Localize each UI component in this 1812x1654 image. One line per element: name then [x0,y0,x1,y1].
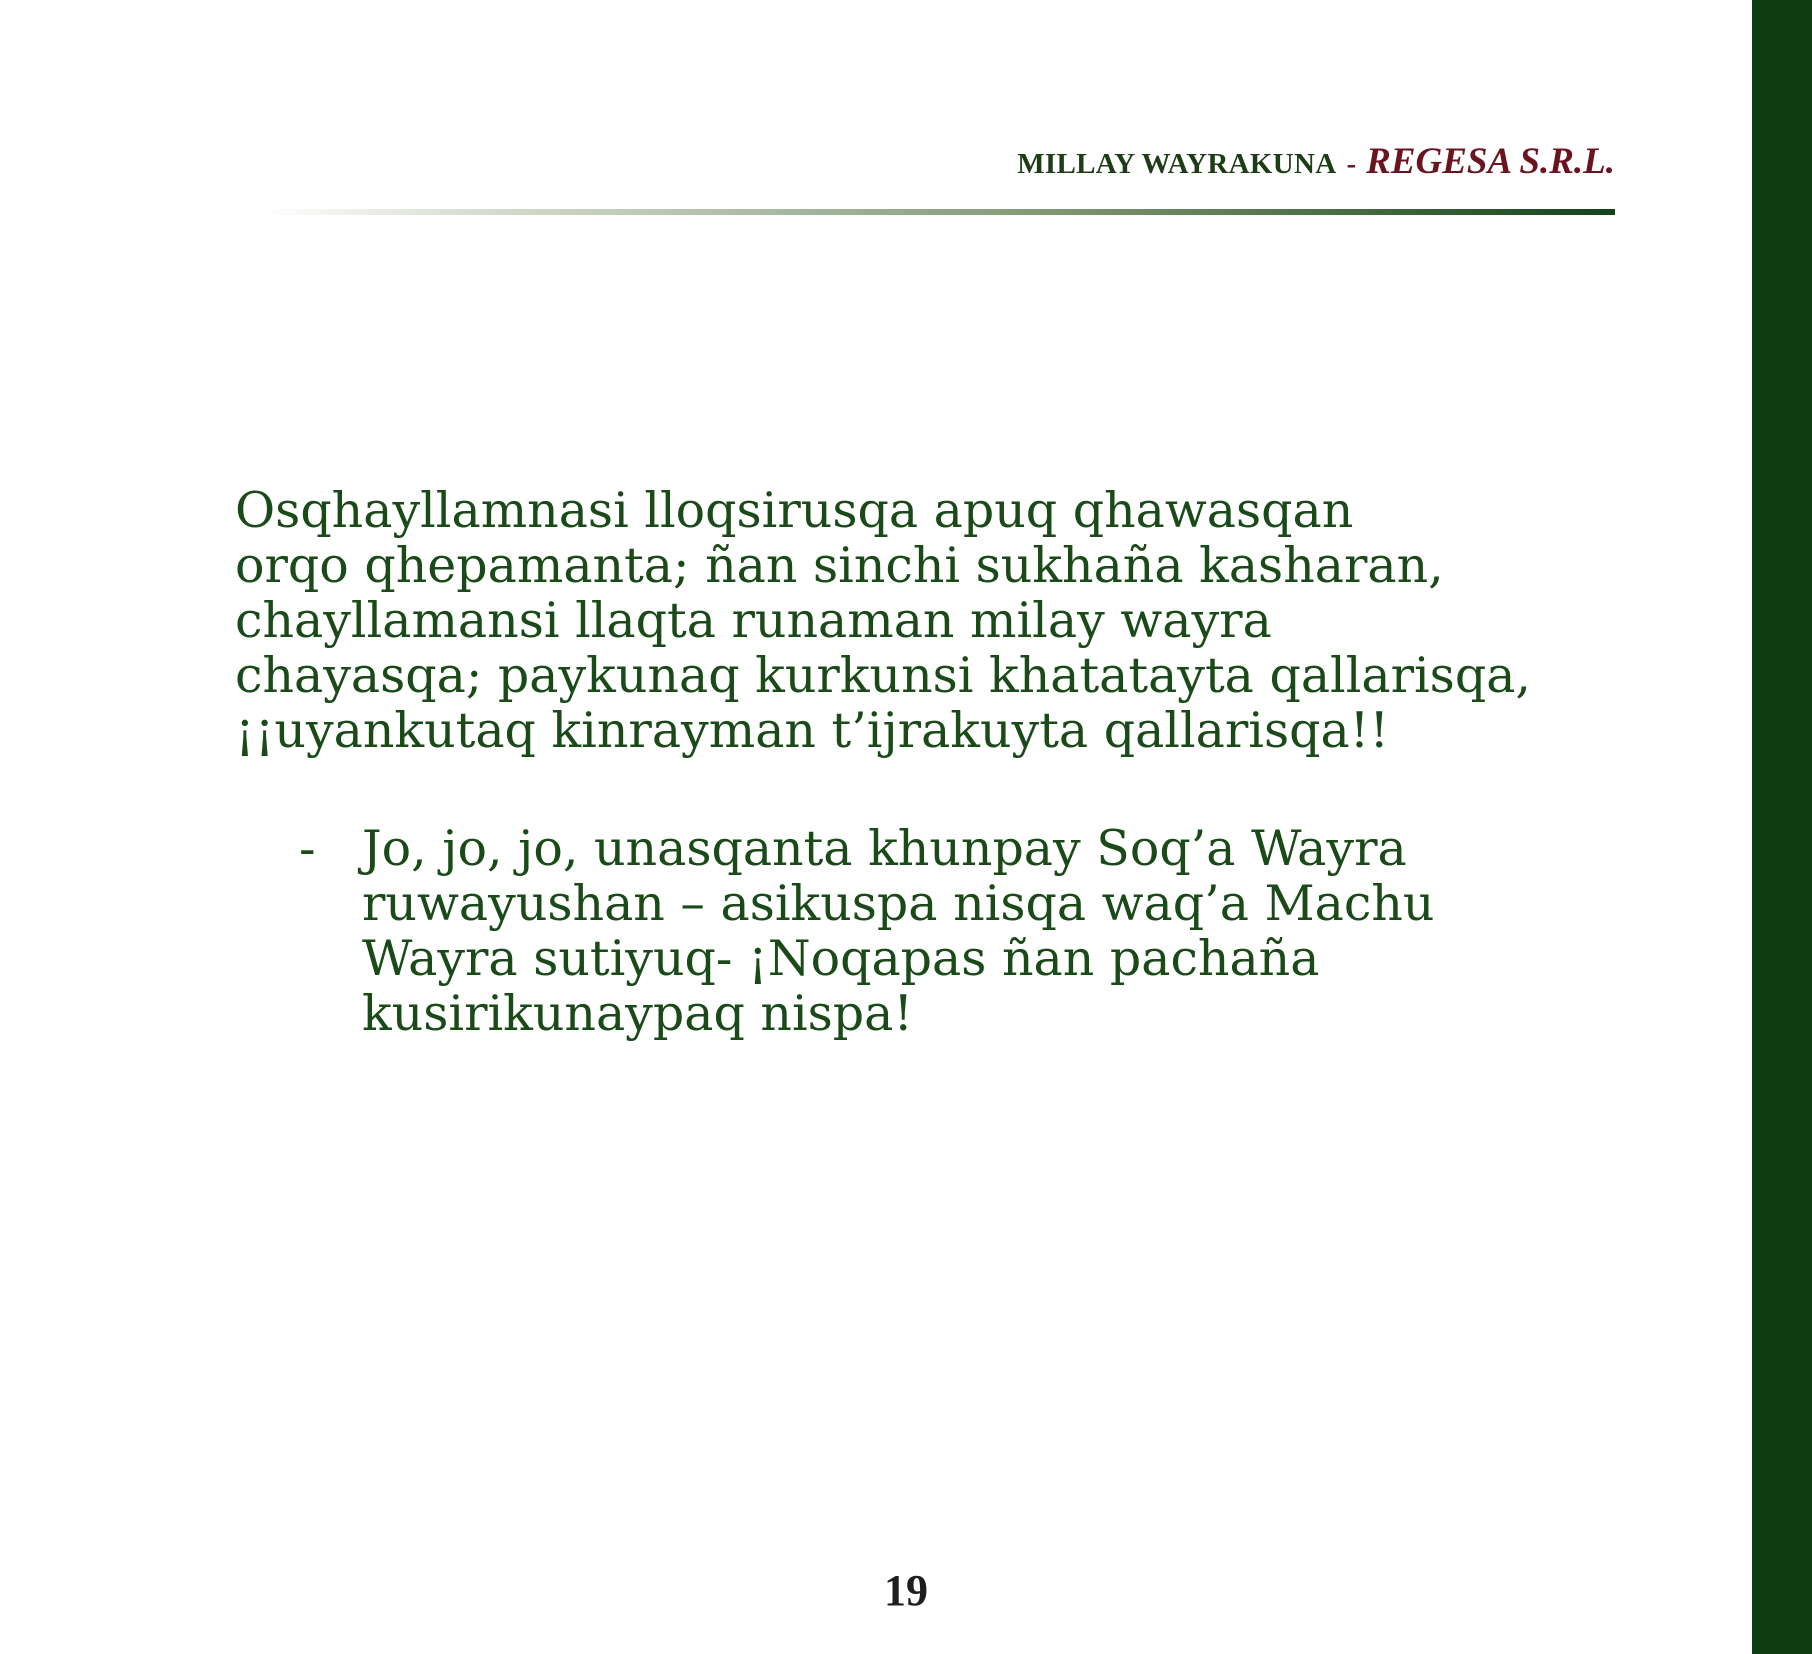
paragraph-line: ¡¡uyankutaq kinrayman t’ijrakuyta qallarisqa!! [235,702,1390,759]
dialogue-text [362,821,1434,1041]
dialogue-line: ruwayushan – asikuspa nisqa waq’a Machu [362,875,1435,932]
publication-title: MILLAY WAYRAKUNA [1017,148,1337,180]
dialogue-item [299,821,1434,1041]
paragraph-line: chayllamansi llaqta runaman milay wayra [235,592,1272,649]
dialogue-dash: - [299,820,316,877]
dialogue-line: kusirikunaypaq nispa! [362,985,914,1042]
running-header [1017,140,1615,183]
publisher-name: REGESA S.R.L. [1366,141,1615,182]
dialogue-line: Jo, jo, jo, unasqanta khunpay Soq’a Wayra [362,820,1407,877]
header-rule [260,209,1615,215]
paragraph-line: Osqhayllamnasi lloqsirusqa apuq qhawasqan [235,482,1354,539]
paragraph-line: chayasqa; paykunaq kurkunsi khatatayta qallarisqa, [235,647,1531,704]
header-separator: - [1346,148,1357,180]
story-paragraph [235,483,1655,758]
dialogue-line: Wayra sutiyuq- ¡Noqapas ñan pachaña [362,930,1320,987]
side-color-bar [1752,0,1812,1654]
paragraph-line: orqo qhepamanta; ñan sinchi sukhaña kasharan, [235,537,1444,594]
page-number: 19 [884,1566,928,1615]
